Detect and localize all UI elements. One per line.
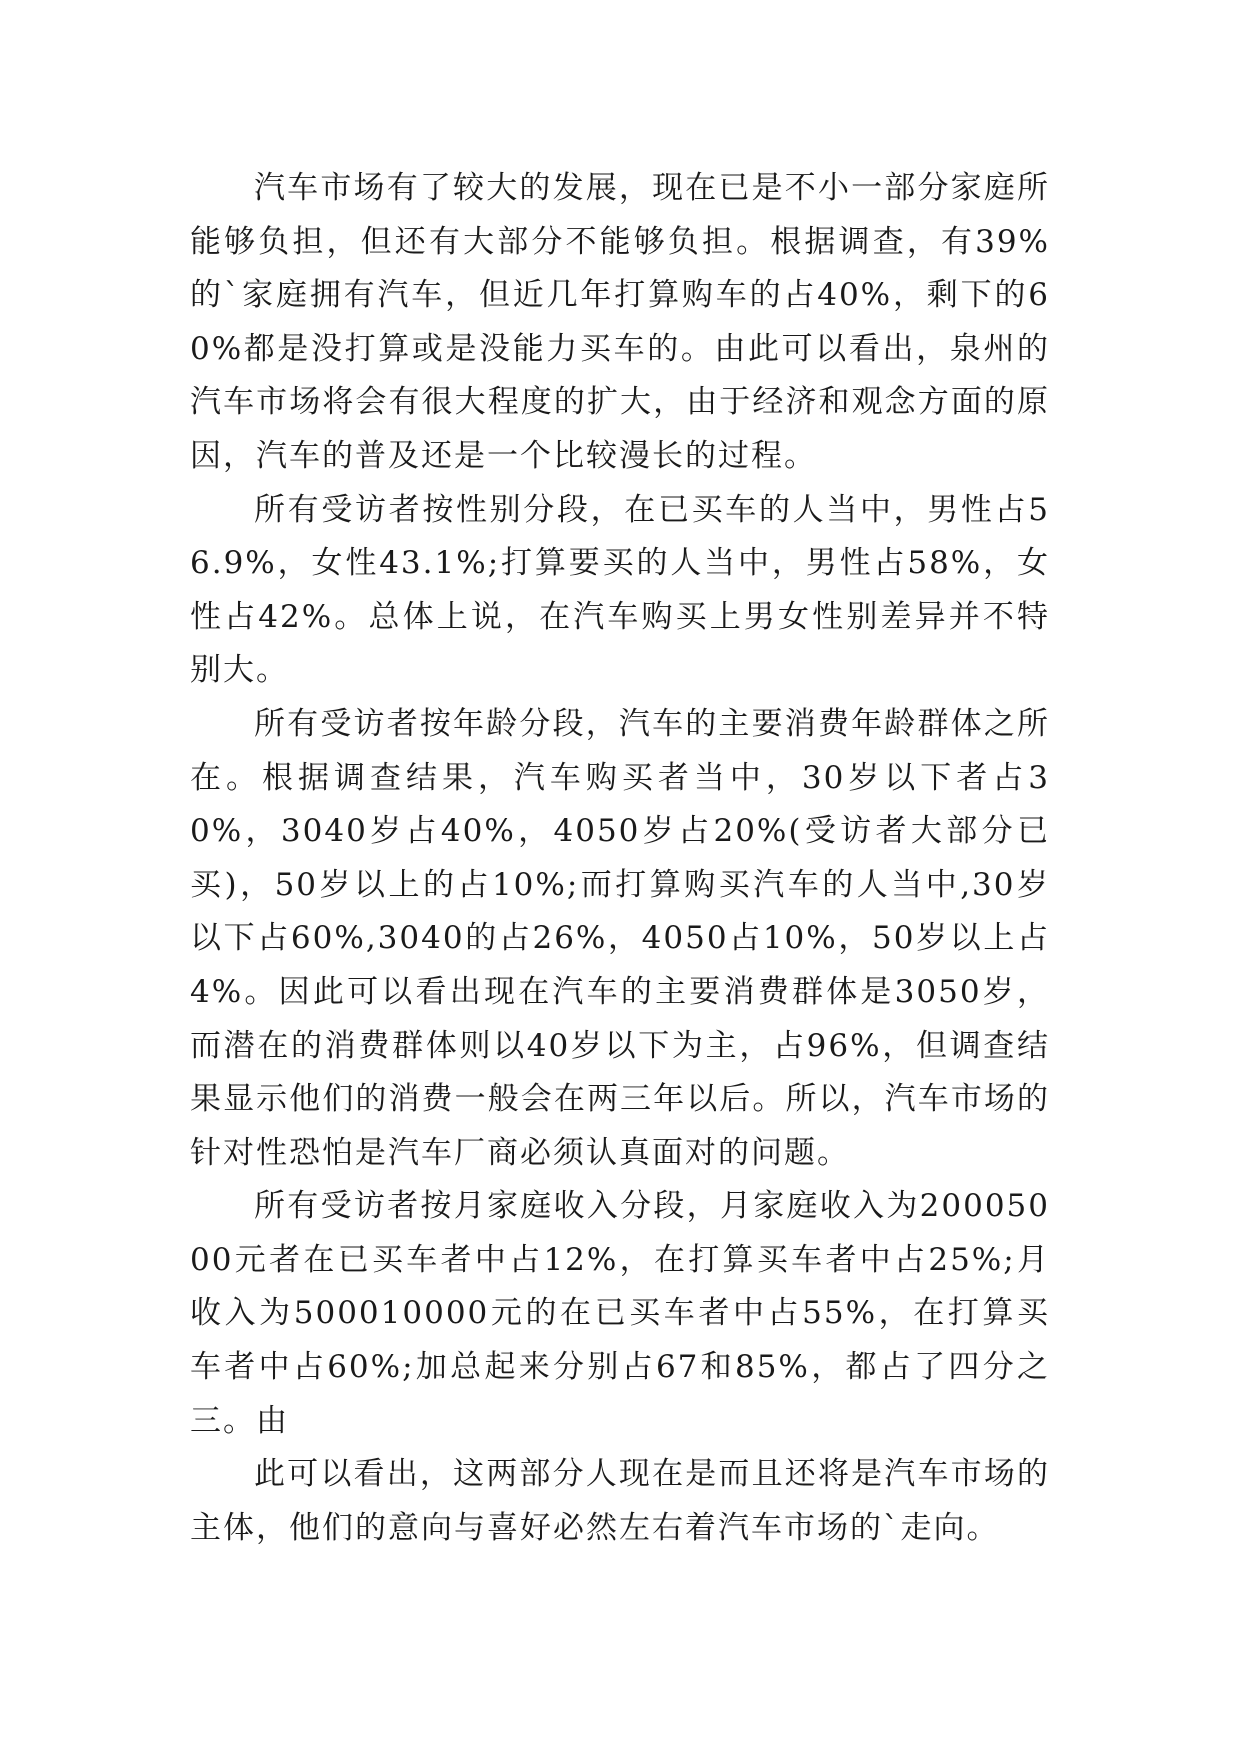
- paragraph-conclusion: 此可以看出，这两部分人现在是而且还将是汽车市场的主体，他们的意向与喜好必然左右着汽车市场的`走向。: [190, 1456, 1050, 1546]
- paragraph-gender-segment: 所有受访者按性别分段，在已买车的人当中，男性占56.9%，女性43.1%;打算要买的人当中，男性占58%，女性占42%。总体上说，在汽车购买上男女性别差异并不特别大。: [190, 491, 1050, 689]
- document-body: [190, 162, 1050, 1555]
- paragraph-income-segment: 所有受访者按月家庭收入分段，月家庭收入为20005000元者在已买车者中占12%，在打算买车者中占25%;月收入为500010000元的在已买车者中占55%，在打算买车者中占60%;加总起来分别占67和85%，都占了四分之三。由: [190, 1188, 1050, 1439]
- paragraph-age-segment: 所有受访者按年龄分段，汽车的主要消费年龄群体之所在。根据调查结果，汽车购买者当中，30岁以下者占30%，3040岁占40%，4050岁占20%(受访者大部分已买)，50岁以上的占10%;而打算购买汽车的人当中,30岁以下占60%,3040的占26%，4050占10%，50岁以上占4%。因此可以看出现在汽车的主要消费群体是3050岁，而潜在的消费群体则以40岁以下为主，占96%，但调查结果显示他们的消费一般会在两三年以后。所以，汽车市场的针对性恐怕是汽车厂商必须认真面对的问题。: [190, 705, 1050, 1171]
- paragraph-car-market-overview: 汽车市场有了较大的发展，现在已是不小一部分家庭所能够负担，但还有大部分不能够负担。根据调查，有39%的`家庭拥有汽车，但近几年打算购车的占40%，剩下的60%都是没打算或是没能力买车的。由此可以看出，泉州的汽车市场将会有很大程度的扩大，由于经济和观念方面的原因，汽车的普及还是一个比较漫长的过程。: [190, 170, 1050, 474]
